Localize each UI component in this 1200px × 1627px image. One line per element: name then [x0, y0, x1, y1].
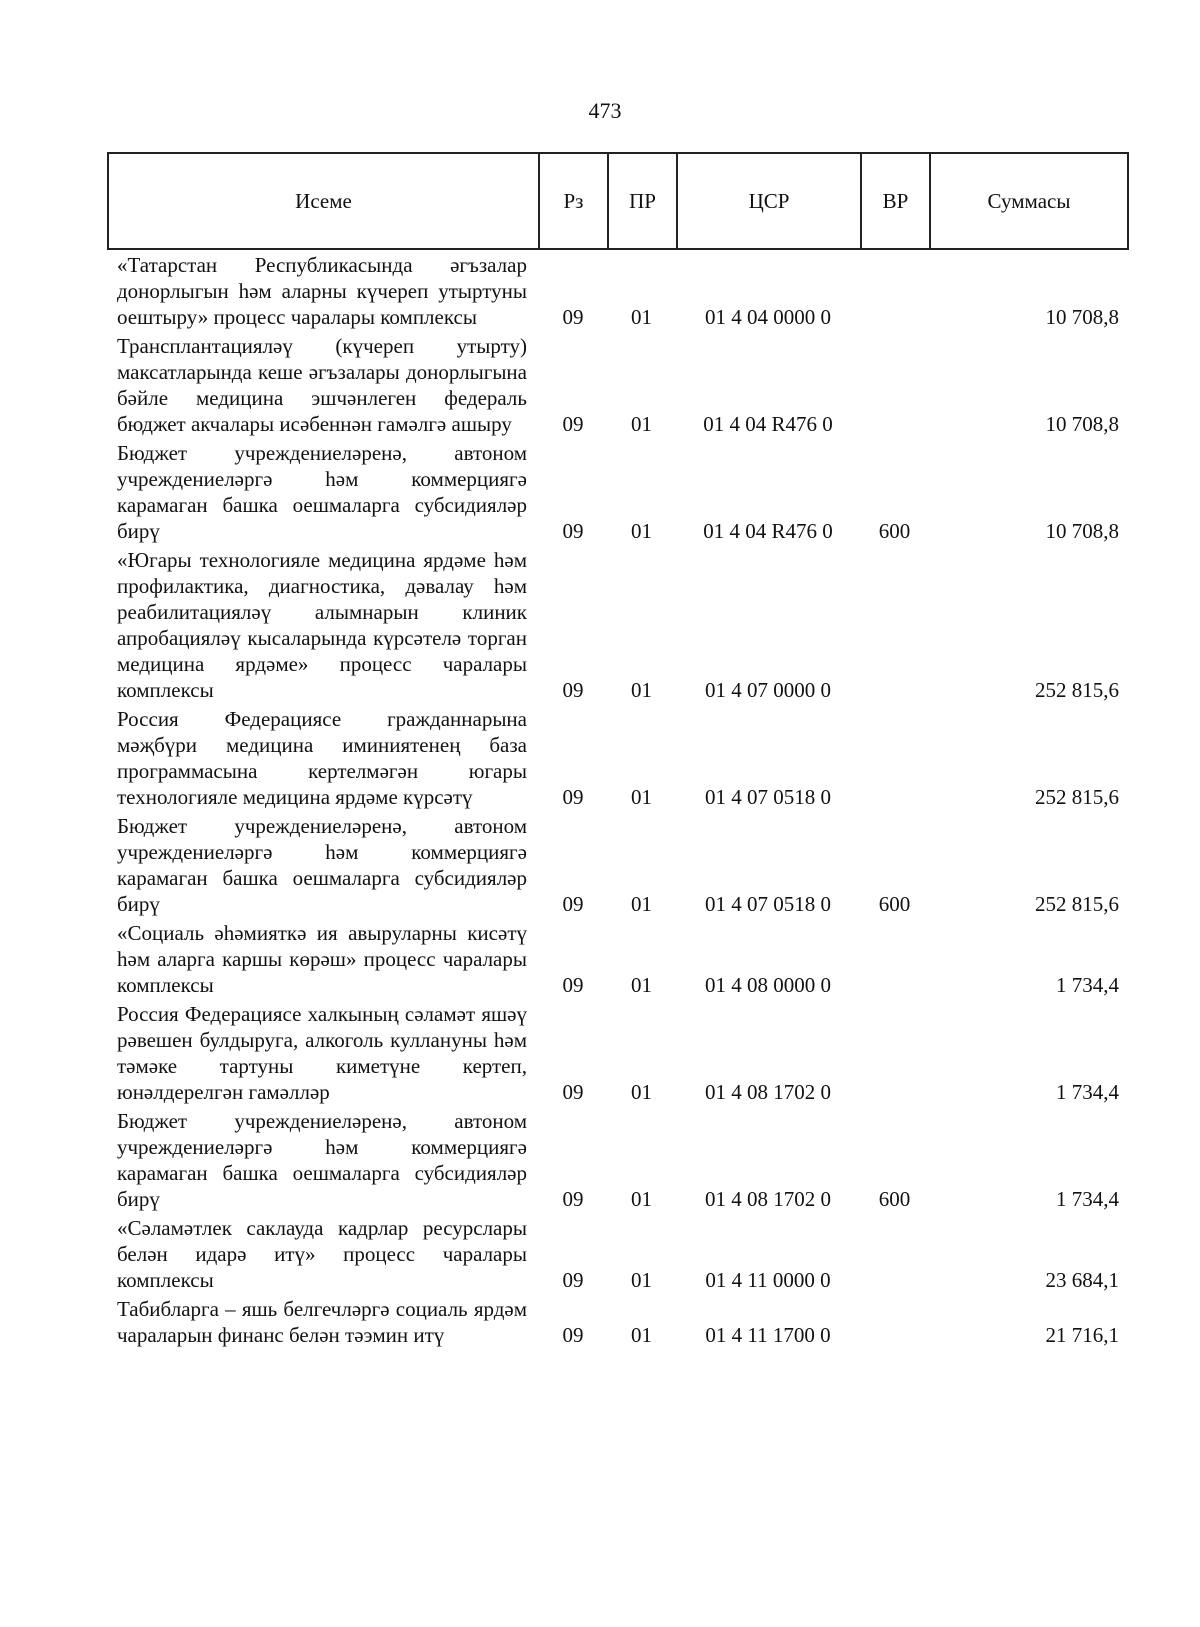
row-name: Россия Федерациясе халкының сәламәт яшәү рәвешен булдыруга, алкоголь куллануны һәм тәмәке тартуны киметүне кертеп, юнәлдерелгән гамәлләр — [117, 1002, 527, 1104]
row-sum: 21 716,1 — [1045, 1323, 1119, 1347]
table-body — [107, 252, 1129, 1351]
row-pr: 01 — [631, 973, 652, 997]
row-sum: 10 708,8 — [1045, 412, 1119, 436]
row-sum: 252 815,6 — [1035, 678, 1119, 702]
row-name: «Социаль әһәмияткә ия авыруларны кисәтү һәм аларга каршы көрәш» процесс чаралары комплексы — [117, 921, 527, 997]
row-sum: 10 708,8 — [1045, 519, 1119, 543]
table-row — [107, 813, 1129, 917]
row-sum: 1 734,4 — [1056, 973, 1119, 997]
row-rz: 09 — [562, 1268, 584, 1292]
row-csr: 01 4 04 R476 0 — [703, 412, 833, 436]
page-number: 473 — [588, 98, 622, 123]
row-pr: 01 — [631, 1323, 652, 1347]
row-sum: 252 815,6 — [1035, 892, 1119, 916]
row-csr: 01 4 07 0518 0 — [705, 785, 831, 809]
table-row — [107, 440, 1129, 544]
table-row — [107, 920, 1129, 998]
row-rz: 09 — [562, 1323, 584, 1347]
row-rz: 09 — [562, 973, 584, 997]
table-row — [107, 1296, 1129, 1348]
row-rz: 09 — [562, 1187, 584, 1211]
row-sum: 1 734,4 — [1056, 1187, 1119, 1211]
row-pr: 01 — [631, 305, 652, 329]
row-csr: 01 4 07 0518 0 — [705, 892, 831, 916]
row-sum: 10 708,8 — [1045, 305, 1119, 329]
column-header-sum: Суммасы — [987, 188, 1071, 213]
row-name: «Югары технологияле медицина ярдәме һәм профилактика, диагностика, дәвалау һәм реабилитацияләү алымнарын клиник апробацияләү кысаларында күрсәтелә торган медицина ярдәме» процесс чаралары комплексы — [117, 548, 527, 702]
row-rz: 09 — [562, 892, 584, 916]
column-header-csr: ЦСР — [678, 154, 862, 248]
table-header — [107, 152, 1129, 250]
row-vr: 600 — [878, 1187, 911, 1211]
table-row — [107, 252, 1129, 330]
row-csr: 01 4 07 0000 0 — [705, 678, 831, 702]
row-sum: 252 815,6 — [1035, 785, 1119, 809]
row-name: Бюджет учреждениеләренә, автоном учреждениеләргә һәм коммерциягә карамаган башка оешмаларга субсидияләр бирү — [117, 814, 527, 916]
row-csr: 01 4 04 R476 0 — [703, 519, 833, 543]
row-rz: 09 — [562, 1080, 584, 1104]
row-rz: 09 — [562, 519, 584, 543]
row-csr: 01 4 08 0000 0 — [705, 973, 831, 997]
row-name: Бюджет учреждениеләренә, автоном учреждениеләргә һәм коммерциягә карамаган башка оешмаларга субсидияләр бирү — [117, 441, 527, 543]
row-csr: 01 4 11 0000 0 — [705, 1268, 831, 1292]
row-rz: 09 — [562, 412, 584, 436]
column-header-name: Исеме — [109, 154, 540, 248]
row-csr: 01 4 08 1702 0 — [705, 1080, 831, 1104]
row-pr: 01 — [631, 1268, 652, 1292]
row-vr: 600 — [878, 519, 911, 543]
row-pr: 01 — [631, 1080, 652, 1104]
row-sum: 1 734,4 — [1056, 1080, 1119, 1104]
row-name: Бюджет учреждениеләренә, автоном учреждениеләргә һәм коммерциягә карамаган башка оешмаларга субсидияләр бирү — [117, 1109, 527, 1211]
row-pr: 01 — [631, 892, 652, 916]
row-rz: 09 — [562, 305, 584, 329]
column-header-rz: Рз — [540, 154, 609, 248]
table-row — [107, 1108, 1129, 1212]
column-header-pr: ПР — [609, 154, 678, 248]
row-pr: 01 — [631, 412, 652, 436]
table-row — [107, 333, 1129, 437]
row-sum: 23 684,1 — [1045, 1268, 1119, 1292]
row-pr: 01 — [631, 785, 652, 809]
row-pr: 01 — [631, 1187, 652, 1211]
row-name: Трансплантацияләү (күчереп утырту) максатларында кеше әгъзалары донорлыгына бәйле медицина эшчәнлеген федераль бюджет акчалары исәбеннән гамәлгә ашыру — [117, 334, 527, 436]
row-rz: 09 — [562, 785, 584, 809]
row-name: «Сәламәтлек саклауда кадрлар ресурслары белән идарә итү» процесс чаралары комплексы — [117, 1216, 527, 1292]
row-csr: 01 4 04 0000 0 — [705, 305, 831, 329]
row-rz: 09 — [562, 678, 584, 702]
row-name: Россия Федерациясе гражданнарына мәҗбүри медицина иминиятенең база программасына кертелмәгән югары технологияле медицина ярдәме күрсәтү — [117, 707, 527, 809]
column-header-vr: ВР — [862, 154, 931, 248]
row-name: Табибларга – яшь белгечләргә социаль ярдәм чараларын финанс белән тәэмин итү — [117, 1297, 527, 1347]
table-row — [107, 547, 1129, 703]
row-name: «Татарстан Республикасында әгъзалар донорлыгын һәм аларны күчереп утыртуны оештыру» процесс чаралары комплексы — [117, 253, 527, 329]
row-pr: 01 — [631, 678, 652, 702]
row-pr: 01 — [631, 519, 652, 543]
row-csr: 01 4 11 1700 0 — [705, 1323, 831, 1347]
table-row — [107, 1001, 1129, 1105]
table-row — [107, 706, 1129, 810]
row-vr: 600 — [878, 892, 911, 916]
row-csr: 01 4 08 1702 0 — [705, 1187, 831, 1211]
table-row — [107, 1215, 1129, 1293]
